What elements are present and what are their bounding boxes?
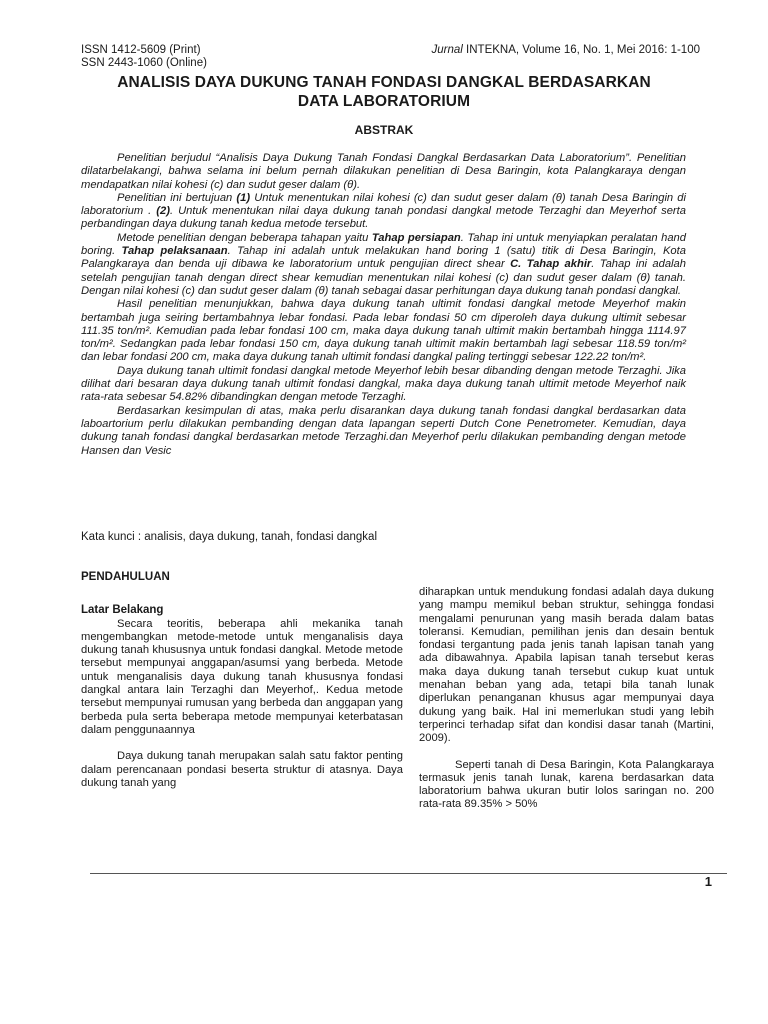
title-line-1: ANALISIS DAYA DUKUNG TANAH FONDASI DANGKAL BERDASARKAN	[117, 74, 651, 91]
issn-block	[81, 44, 207, 70]
subsection-heading: Latar Belakang	[81, 604, 164, 617]
abstract-heading: ABSTRAK	[354, 123, 414, 137]
abstract-body	[81, 152, 686, 458]
footer-rule	[90, 873, 727, 874]
section-heading: PENDAHULUAN	[81, 571, 170, 583]
abstract-paragraph-5: Daya dukung tanah ultimit fondasi dangkal metode Meyerhof lebih besar dibanding dengan metode Terzaghi. Jika dilihat dari besaran daya dukung tanah ultimit fondasi dangkal, maka daya dukung tanah ultimit metode Meyerhof naik rata-rata sebesar 54.82% dibandingkan dengan metode Terzaghi.	[81, 364, 686, 404]
abstract-bold: C. Tahap akhir	[510, 258, 592, 271]
abstract-text: . Tahap ini adalah untuk melakukan hand boring 1 (satu) titik di Desa Baringin, Kota Palangkaraya dan benda uji dibawa ke laboratorium untuk pengujian direct shear	[81, 245, 686, 271]
abstract-paragraph-2	[81, 192, 686, 232]
journal-citation	[432, 44, 700, 57]
abstract-paragraph-4: Hasil penelitian menunjukkan, bahwa daya dukung tanah ultimit fondasi dangkal metode Meyerhof makin bertambah juga seiring bertambahnya lebar fondasi. Pada lebar fondasi 50 cm diperoleh daya dukung ultimit sebesar 111.35 ton/m². Kemudian pada lebar fondasi 100 cm, maka daya dukung tanah ultimit makin bertambah hingga 1114.97 ton/m². Sedangkan pada lebar fondasi 150 cm, daya dukung tanah ultimit makin bertambah lagi sebesar 118.59 ton/m² dan lebar fondasi 200 cm, maka daya dukung tanah ultimit fondasi dangkal paling tertinggi sebesar 122.22 ton/m².	[81, 298, 686, 364]
abstract-paragraph-3	[81, 232, 686, 298]
page-number: 1	[704, 874, 712, 889]
paragraph-gap	[419, 746, 714, 759]
body-paragraph: diharapkan untuk mendukung fondasi adalah daya dukung yang mampu memikul beban struktur, sehingga fondasi mengalami penurunan yang masih berada dalam batas toleransi. Kemudian, pemilihan jenis dan desain bentuk fondasi tergantung pada jenis tanah lapisan tanah yang ada dibawahnya. Apabila lapisan tanah tersebut keras maka daya dukung tanah tersebut cukup kuat untuk menahan beban yang ada, tetapi bila tanah lunak diperlukan penanganan khusus agar mempunyai daya dukung yang baik. Hal ini memerlukan studi yang lebih terperinci terhadap sifat dan kondisi dasar tanah (Martini, 2009).	[419, 586, 714, 745]
abstract-text: Untuk menentukan nilai kohesi (c) dan sudut geser dalam (θ) tanah Desa Baringin di laboratorium .	[81, 191, 686, 218]
abstract-bold: Tahap pelaksanaan	[121, 245, 228, 258]
right-column	[419, 586, 714, 812]
left-column	[81, 571, 403, 790]
abstract-paragraph-6: Berdasarkan kesimpulan di atas, maka perlu disarankan daya dukung tanah fondasi dangkal berdasarkan data laboartorium perlu dilakukan pembanding dengan data lapangan seperti Dutch Cone Penetrometer. Kemudian, daya dukung tanah fondasi dangkal berdasarkan metode Terzaghi.dan Meyerhof perlu dilakukan pembanding dengan metode Hansen dan Vesic	[81, 404, 686, 457]
title-line-2: DATA LABORATORIUM	[297, 93, 471, 110]
paragraph-gap	[81, 737, 403, 750]
body-paragraph: Secara teoritis, beberapa ahli mekanika tanah mengembangkan metode-metode untuk menganalisis daya dukung tanah khususnya untuk fondasi dangkal. Metode metode tersebut mempunyai anggapan/asumsi yang berbeda. Metode untuk menganalisis daya dukung tanah khususnya fondasi dangkal antara lain Terzaghi dan Meyerhof,. Kedua metode tersebut mempunyai rumusan yang berbeda dan anggapan yang berbeda pula serta beberapa metode mempunyai keterbatasan dalam penggunaannya	[81, 617, 403, 736]
issn-print: ISSN 1412-5609 (Print)	[81, 44, 201, 56]
body-paragraph: Daya dukung tanah merupakan salah satu faktor penting dalam perencanaan pondasi beserta struktur di atasnya. Daya dukung tanah yang	[81, 750, 403, 789]
abstract-text: . Untuk menentukan nilai daya dukung tanah pondasi dangkal metode Terzaghi dan Meyerhof serta perbandingan daya dukung tanah kedua metode tersebut.	[81, 205, 686, 231]
journal-details: INTEKNA, Volume 16, No. 1, Mei 2016: 1-100	[462, 44, 700, 56]
abstract-text: . Tahap ini adalah setelah pengujian tanah dengan direct shear kemudian menentukan nilai kohesi (c) dan sudut geser dalam (θ) tanah. Dengan nilai kohesi (c) dan sudut geser dalam (θ) tanah sebagai dasar perhitungan daya dukung tanah pondasi dangkal.	[81, 258, 686, 297]
abstract-paragraph-1: Penelitian berjudul “Analisis Daya Dukung Tanah Fondasi Dangkal Berdasarkan Data Laboratorium”. Penelitian dilatarbelakangi, bahwa selama ini belum pernah dilakukan penelitian di Desa Baringin, kota Palangkaraya dengan mendapatkan nilai kohesi (c) dan sudut geser dalam (θ).	[81, 152, 686, 191]
abstract-text: Metode penelitian dengan beberapa tahapan yaitu	[117, 231, 372, 244]
keywords: Kata kunci : analisis, daya dukung, tanah, fondasi dangkal	[81, 531, 378, 543]
body-paragraph: Seperti tanah di Desa Baringin, Kota Palangkaraya termasuk jenis tanah lunak, karena berdasarkan data laboratorium bahwa ukuran butir lolos saringan no. 200 rata-rata 89.35% > 50%	[419, 758, 714, 811]
abstract-bold: Tahap persiapan	[371, 231, 461, 244]
abstract-text: Penelitian ini bertujuan	[117, 191, 237, 204]
issn-online: SSN 2443-1060 (Online)	[81, 57, 207, 69]
abstract-bold: (1)	[236, 191, 251, 204]
paper-title	[60, 73, 708, 111]
abstract-bold: (2)	[156, 205, 170, 218]
journal-word: Jurnal	[431, 44, 463, 56]
abstract-text: . Tahap ini untuk menyiapkan peralatan hand boring.	[81, 231, 686, 258]
